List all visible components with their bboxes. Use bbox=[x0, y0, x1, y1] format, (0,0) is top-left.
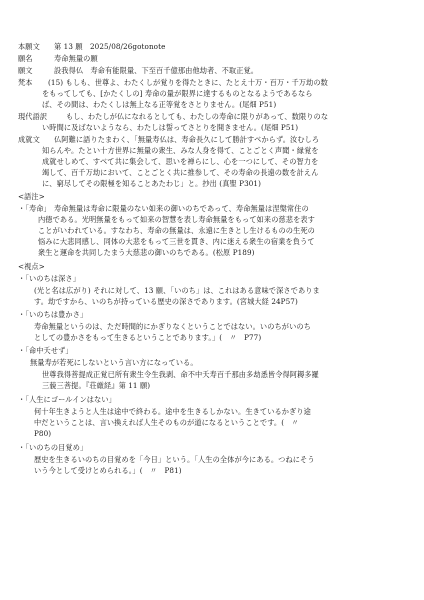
gendai-line-2: い時間に及ばないようなら、わたしは誓ってさとりを開きません。(尾畑 P51) bbox=[42, 123, 299, 132]
shiten-item-line: いう今として受けとめられる。」( 〃 P81) bbox=[34, 466, 182, 475]
goshaku-line-5: 衆生と運命を共同したまう大慈悲の御いのちである。(松原 P189) bbox=[38, 248, 255, 257]
goshaku-item-label: ・「寿命」 bbox=[18, 204, 51, 213]
gendai-line-1 bbox=[18, 112, 412, 122]
goshaku-line-2: 内徳である。光明無量をもって如来の智慧を表し寿命無量をもって如来の慈悲を表す bbox=[38, 215, 315, 224]
shiten-item-line: 三藐三菩提。『荘厳経』第 11 願) bbox=[42, 381, 151, 390]
goshaku-line-3: ことがいわれている。すなわち、寿命の無量は、永遠に生きとし生けるものの生死の bbox=[38, 226, 315, 235]
bonbun-line-3: ば、その間は、わたくしは無上なる正等覚をさとりません。(尾畑 P51) bbox=[42, 100, 277, 109]
shiten-item-label: ・「いのちは深さ」 bbox=[18, 274, 80, 283]
goshaku-heading: <語注> bbox=[18, 192, 45, 201]
row-label: 願文 bbox=[18, 66, 33, 75]
shiten-item-label: ・「命中夭せず」 bbox=[18, 346, 73, 355]
shiten-item-line: 無量寿が若死にしないという言い方になっている。 bbox=[30, 358, 198, 367]
bonbun-label: 梵本 bbox=[18, 78, 33, 87]
row-ganmyo bbox=[18, 54, 412, 64]
goshaku-text: 寿命無量は寿命に限量のない如来の御いのちであって、寿命無量は涅槃常住の bbox=[54, 204, 309, 213]
joukan-line-5: に、窮尽してその限極を知ることあたわじ」と。抄出 (真聖 P301) bbox=[42, 179, 262, 188]
shiten-item-line: (光と名は広がり) それに対して、13 願、「いのち」は、これはある意味で深さでありま bbox=[34, 286, 320, 295]
shiten-item-line: P80) bbox=[34, 429, 52, 438]
shiten-item-label: ・「いのちは豊かさ」 bbox=[18, 310, 88, 319]
joukan-label: 成就文 bbox=[18, 135, 40, 144]
joukan-line-2: 知らんや。たとい十方世界に無量の衆生、みな人身を得て、ことごとく声聞・縁覚を bbox=[42, 146, 319, 155]
bonbun-line-2: をもってしても、[かたくしの] 寿命の量が限界に達するものとなるようであるなら bbox=[42, 89, 313, 98]
row-text: 寿命無量の願 bbox=[54, 54, 98, 63]
header-line bbox=[18, 42, 412, 52]
joukan-line-1 bbox=[18, 135, 412, 145]
gendai-label: 現代語訳 bbox=[18, 112, 48, 121]
shiten-item-line: 何十年生きようと人生は途中で終わる。途中を生きるしかない。生きているかぎり途 bbox=[34, 407, 311, 416]
row-text: 設我得仏 寿命有能限量、下至百千億那由他劫者、不取正覚。 bbox=[54, 66, 259, 75]
shiten-item-line: としての豊かさをもって生きるということであります。」( 〃 P77) bbox=[34, 333, 262, 342]
shiten-item-label: ・「人生にゴールインはない」 bbox=[18, 395, 116, 404]
gendai-text: もし、わたしが仏になれるとしても、わたしの寿命に限りがあって、数限りのな bbox=[66, 112, 329, 121]
bonbun-line-1 bbox=[18, 78, 412, 88]
joukan-line-3: 成就せしめて、すべて共に集会して、思いを禅らにし、心を一つにして、その智力を bbox=[42, 157, 319, 166]
shiten-item-line: 中だということは、言い換えれば人生そのものが道になるということです。( 〃 bbox=[34, 418, 299, 427]
header-label: 本願文 bbox=[18, 42, 40, 51]
shiten-item-line: 歴史を生きるいのちの目覚めを「今日」という。「人生の全体が今にある。つねにそう bbox=[34, 455, 315, 464]
page-title: 第 13 願 2025/08/26gotonote bbox=[54, 42, 166, 51]
goshaku-line-4: 悩みに大悲同感し、同体の大悲をもって三世を貫き、内に迷える衆生の宿業を負うて bbox=[38, 237, 315, 246]
row-label: 願名 bbox=[18, 54, 33, 63]
shiten-heading: <視点> bbox=[18, 262, 45, 271]
shiten-item-label: ・「いのちの目覚め」 bbox=[18, 443, 88, 452]
shiten-item-line: す。劫ですから、いのちが持っている歴史の深さであります。(宮城大経 24P57) bbox=[34, 297, 298, 306]
joukan-line-4: 竭して、百千万劫において、ことごとく共に推参して、その寿命の長遠の数を計えん bbox=[42, 168, 319, 177]
row-ganmon bbox=[18, 66, 412, 76]
bonbun-text: (15) もしも、世尊よ、わたくしが覚りを得たときに、たとえ十万・百万・千万劫の数 bbox=[48, 78, 328, 87]
shiten-item-line: 世尊我得菩提成正覚已所有衆生令生我剥、命不中夭寿百千那由多劫悉皆令得阿耨多羅 bbox=[42, 370, 319, 379]
shiten-item-line: 寿命無量というのは、ただ時間的にかぎりなくということではない。いのちがいのち bbox=[34, 322, 311, 331]
goshaku-line-1 bbox=[18, 204, 412, 214]
joukan-text: 仏阿難に語りたまわく、「無量寿仏は、寿命長久にして勝計すべからず。汝むしろ bbox=[54, 135, 320, 144]
